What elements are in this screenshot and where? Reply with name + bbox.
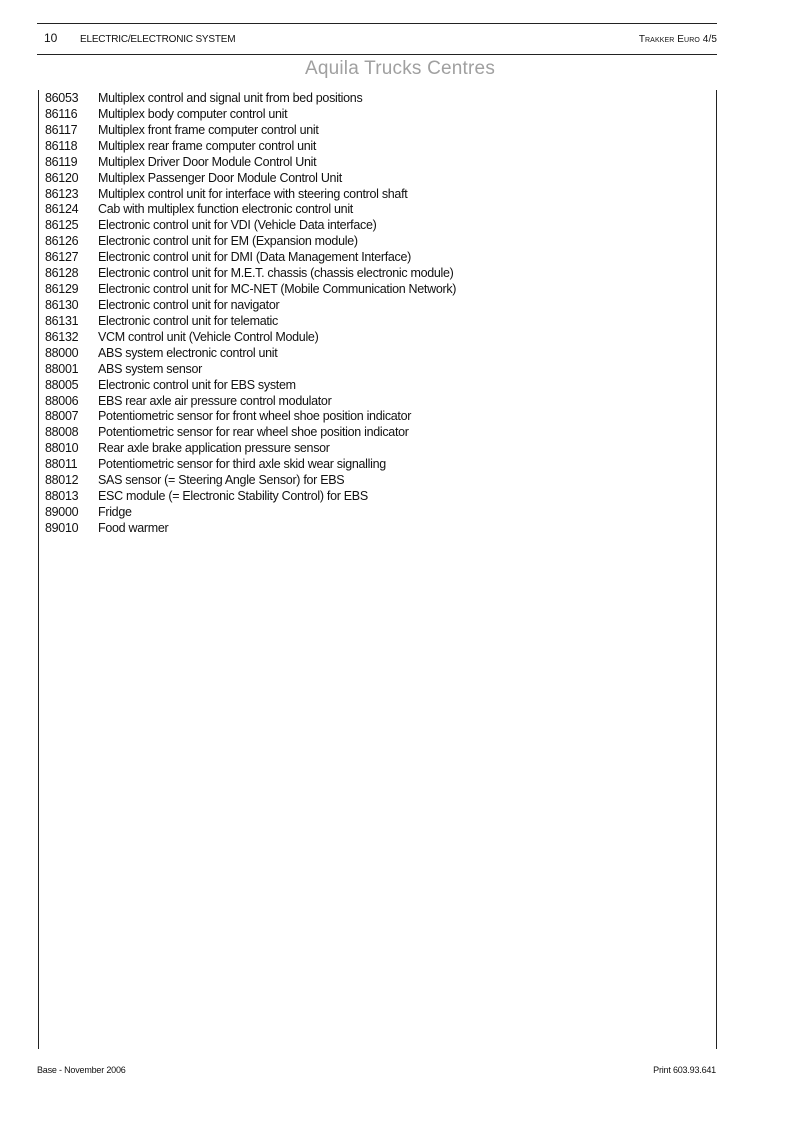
- list-item: [45, 457, 456, 473]
- component-code: 86129: [45, 282, 79, 297]
- component-code: 88006: [45, 393, 79, 408]
- list-item: [45, 218, 456, 234]
- list-item: [45, 425, 456, 441]
- component-description: Electronic control unit for navigator: [98, 297, 280, 312]
- list-item: [45, 505, 456, 521]
- component-code: 86119: [45, 154, 78, 169]
- list-item: [45, 155, 456, 171]
- component-description: Multiplex control unit for interface with steering control shaft: [98, 186, 408, 201]
- list-item: [45, 107, 456, 123]
- list-item: [45, 330, 456, 346]
- component-description: EBS rear axle air pressure control modulator: [98, 393, 332, 408]
- component-description: Multiplex control and signal unit from bed positions: [98, 91, 363, 105]
- header-bottom-rule: [37, 54, 717, 55]
- component-code: 88007: [45, 409, 79, 424]
- component-description: Multiplex Passenger Door Module Control Unit: [98, 170, 342, 185]
- watermark: Aquila Trucks Centres: [304, 58, 496, 79]
- component-description: Electronic control unit for EBS system: [98, 377, 296, 392]
- left-margin-rule: [38, 90, 39, 1049]
- component-description: Multiplex body computer control unit: [98, 106, 288, 121]
- component-description: Cab with multiplex function electronic control unit: [98, 202, 353, 217]
- list-item: [45, 298, 456, 314]
- list-item: [45, 187, 456, 203]
- component-code: 86125: [45, 218, 79, 233]
- document-title: Trakker Euro 4/5: [638, 34, 717, 45]
- component-description: Electronic control unit for VDI (Vehicle Data interface): [98, 218, 377, 233]
- list-item: [45, 171, 456, 187]
- component-code: 86127: [45, 250, 79, 265]
- component-description: Potentiometric sensor for third axle skid wear signalling: [98, 457, 386, 472]
- list-item: [45, 123, 456, 139]
- component-description: Electronic control unit for M.E.T. chassis (chassis electronic module): [98, 266, 454, 281]
- list-item: [45, 250, 456, 266]
- component-code: 86123: [45, 186, 79, 201]
- component-description: VCM control unit (Vehicle Control Module): [98, 329, 319, 344]
- list-item: [45, 521, 456, 537]
- list-item: [45, 139, 456, 155]
- component-code: 86120: [45, 170, 79, 185]
- list-item: [45, 314, 456, 330]
- component-description: Multiplex Driver Door Module Control Unit: [98, 154, 317, 169]
- component-code: 86131: [45, 313, 79, 328]
- page-number: 10: [44, 31, 58, 45]
- list-item: [45, 378, 456, 394]
- component-description: Electronic control unit for telematic: [98, 313, 278, 328]
- component-description: Electronic control unit for MC-NET (Mobile Communication Network): [98, 282, 457, 297]
- list-item: [45, 441, 456, 457]
- component-code-list: [45, 91, 456, 537]
- list-item: [45, 234, 456, 250]
- list-item: [45, 346, 456, 362]
- component-description: Fridge: [98, 504, 132, 519]
- list-item: [45, 473, 456, 489]
- list-item: [45, 282, 456, 298]
- component-code: 86124: [45, 202, 79, 217]
- component-code: 88000: [45, 345, 79, 360]
- section-title: ELECTRIC/ELECTRONIC SYSTEM: [80, 34, 236, 45]
- right-margin-rule: [716, 90, 717, 1049]
- list-item: [45, 202, 456, 218]
- component-code: 86126: [45, 234, 79, 249]
- component-code: 88008: [45, 425, 79, 440]
- list-item: [45, 489, 456, 505]
- component-code: 86118: [45, 138, 78, 153]
- component-code: 86116: [45, 106, 78, 121]
- component-description: Electronic control unit for DMI (Data Management Interface): [98, 250, 411, 265]
- component-code: 86128: [45, 266, 79, 281]
- component-description: ABS system electronic control unit: [98, 345, 278, 360]
- list-item: [45, 91, 456, 107]
- component-description: Potentiometric sensor for rear wheel shoe position indicator: [98, 425, 409, 440]
- list-item: [45, 266, 456, 282]
- component-description: SAS sensor (= Steering Angle Sensor) for EBS: [98, 473, 345, 488]
- component-code: 88012: [45, 473, 79, 488]
- component-description: Multiplex front frame computer control unit: [98, 122, 319, 137]
- component-code: 88001: [45, 361, 79, 376]
- component-code: 86053: [45, 91, 79, 105]
- component-code: 88005: [45, 377, 79, 392]
- component-description: ABS system sensor: [98, 361, 202, 376]
- component-code: 89010: [45, 520, 79, 535]
- component-code: 86117: [45, 122, 78, 137]
- list-item: [45, 362, 456, 378]
- component-code: 88010: [45, 441, 79, 456]
- footer-edition: Base - November 2006: [37, 1065, 126, 1075]
- component-description: Potentiometric sensor for front wheel shoe position indicator: [98, 409, 412, 424]
- footer-print-number: Print 603.93.641: [653, 1065, 716, 1075]
- component-code: 88013: [45, 489, 79, 504]
- component-code: 86132: [45, 329, 79, 344]
- component-description: Multiplex rear frame computer control unit: [98, 138, 317, 153]
- header-top-rule: [37, 23, 717, 24]
- list-item: [45, 409, 456, 425]
- component-code: 89000: [45, 504, 79, 519]
- component-description: Food warmer: [98, 520, 169, 535]
- component-description: Rear axle brake application pressure sensor: [98, 441, 330, 456]
- list-item: [45, 394, 456, 410]
- component-code: 86130: [45, 297, 79, 312]
- component-description: ESC module (= Electronic Stability Control) for EBS: [98, 489, 368, 504]
- component-description: Electronic control unit for EM (Expansion module): [98, 234, 358, 249]
- component-code: 88011: [45, 457, 78, 472]
